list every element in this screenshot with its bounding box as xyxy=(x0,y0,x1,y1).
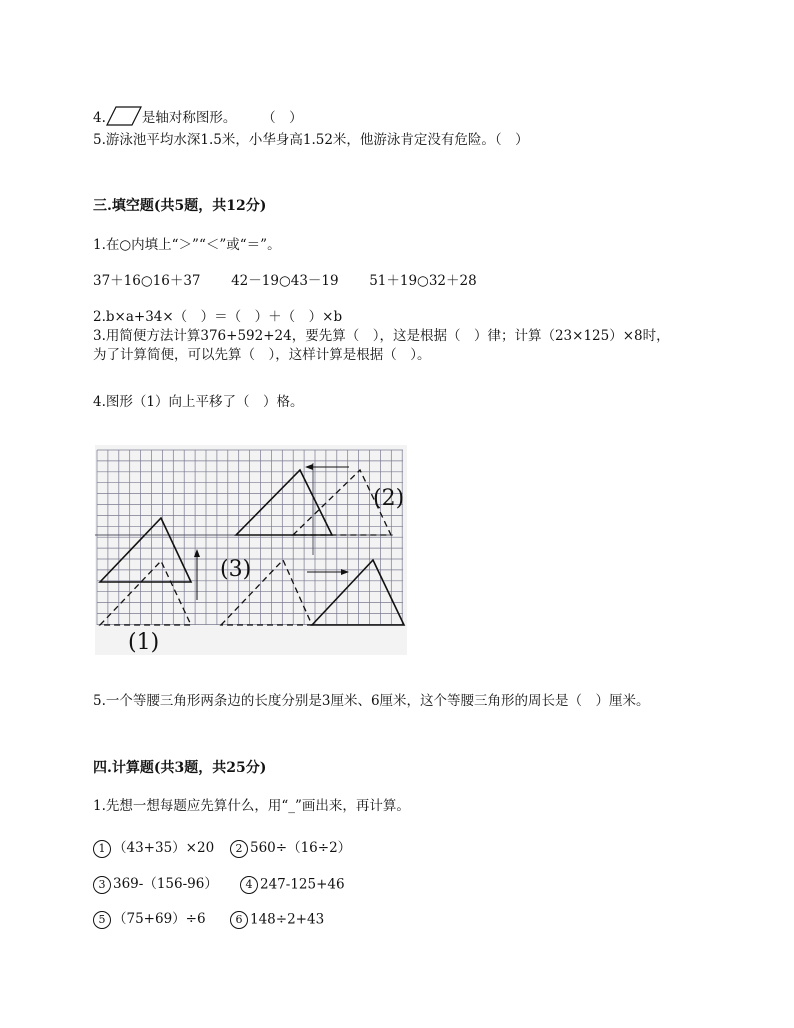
figure-background xyxy=(95,445,407,655)
calc-row-1 xyxy=(93,836,351,858)
compare-expr: 42－19○43－19 xyxy=(231,273,339,289)
calc-item xyxy=(230,911,324,929)
calc-expression: （43+35）×20 xyxy=(113,840,215,856)
calc-question-1: 1.先想一想每题应先算什么，用“_”画出来，再计算。 xyxy=(93,798,410,814)
calc-item xyxy=(230,836,351,858)
calc-row-2 xyxy=(93,872,345,894)
circled-number: 5 xyxy=(93,911,111,929)
circled-number: 1 xyxy=(93,840,111,858)
fill-question-3: 3.用简便方法计算376+592+24，要先算（ ），这是根据（ ）律；计算（23×125）×8时，为了计算简便，可以先算（ ），这样计算是根据（ ）。 xyxy=(93,328,670,363)
compare-expr: 51＋19○32＋28 xyxy=(369,273,477,289)
compare-expressions xyxy=(93,272,477,290)
figure-label-1: (1) xyxy=(128,630,160,655)
calc-expression: 369-（156-96） xyxy=(113,876,218,892)
circled-number: 2 xyxy=(230,840,248,858)
figure-label-2: (2) xyxy=(373,486,405,511)
fill-question-2: 2.b×a+34×（ ）＝（ ）＋（ ）×b xyxy=(93,309,343,325)
fill-question-4: 4.图形（1）向上平移了（ ）格。 xyxy=(93,394,304,410)
answer-paren: （ ） xyxy=(262,110,303,126)
calc-row-3 xyxy=(93,907,324,929)
question-number: 4. xyxy=(93,110,106,126)
circled-number: 4 xyxy=(240,876,258,894)
compare-expr: 37＋16○16＋37 xyxy=(93,273,201,289)
fill-question-1: 1.在○内填上“＞”“＜”或“＝”。 xyxy=(93,237,281,253)
question-text: 是轴对称图形。 xyxy=(141,110,237,126)
section-heading-4: 四.计算题(共3题，共25分) xyxy=(93,760,267,776)
calc-item xyxy=(93,907,230,929)
calc-item xyxy=(93,836,230,858)
section-heading-3: 三.填空题(共5题，共12分) xyxy=(93,198,267,214)
calc-expression: 560÷（16÷2） xyxy=(250,840,352,856)
fill-question-5: 5.一个等腰三角形两条边的长度分别是3厘米、6厘米，这个等腰三角形的周长是（ ）厘米。 xyxy=(93,693,650,709)
calc-item xyxy=(240,876,345,894)
circled-number: 3 xyxy=(93,876,111,894)
calc-expression: 148÷2+43 xyxy=(250,911,325,927)
judge-question-5: 5.游泳池平均水深1.5米，小华身高1.52米，他游泳肯定没有危险。（ ） xyxy=(93,132,529,148)
calc-expression: 247-125+46 xyxy=(260,876,345,892)
calc-item xyxy=(93,872,240,894)
judge-question-4 xyxy=(93,106,303,127)
circled-number: 6 xyxy=(230,911,248,929)
calc-expression: （75+69）÷6 xyxy=(113,911,206,927)
parallelogram-icon xyxy=(106,106,142,124)
figure-label-3: (3) xyxy=(220,557,252,582)
translation-grid-figure xyxy=(95,445,407,655)
